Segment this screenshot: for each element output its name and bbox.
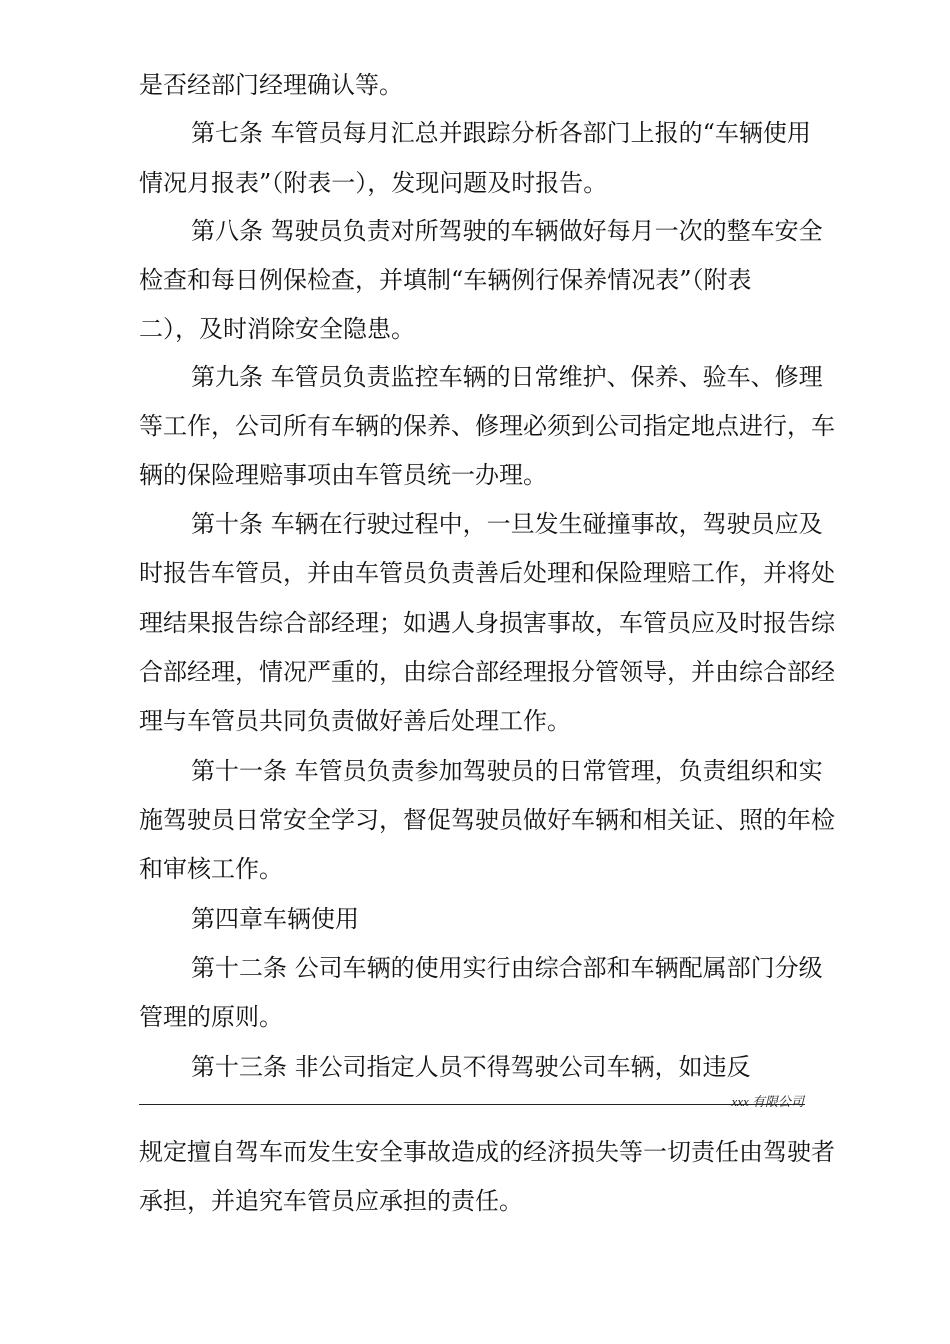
- text-line: 情况月报表”（附表一），发现问题及时报告。: [139, 169, 608, 197]
- text-line: 和审核工作。: [139, 855, 283, 883]
- chapter-4-heading: 第四章车辆使用: [191, 905, 359, 933]
- text-line: 规定擅自驾车而发生安全事故造成的经济损失等一切责任由驾驶者: [139, 1138, 835, 1166]
- article-9-heading-line: 第九条 车管员负责监控车辆的日常维护、保养、验车、修理: [191, 363, 823, 391]
- text-line: 理与车管员共同负责做好善后处理工作。: [139, 707, 571, 735]
- footer-company-name: xxx 有限公司: [731, 1094, 804, 1109]
- text-line: 二），及时消除安全隐患。: [139, 315, 415, 343]
- text-line: 辆的保险理赔事项由车管员统一办理。: [139, 461, 547, 489]
- text-line: 施驾驶员日常安全学习，督促驾驶员做好车辆和相关证、照的年检: [139, 806, 835, 834]
- text-line: 理结果报告综合部经理；如遇人身损害事故，车管员应及时报告综: [139, 609, 835, 637]
- text-line: 时报告车管员，并由车管员负责善后处理和保险理赔工作，并将处: [139, 559, 835, 587]
- text-line: 检查和每日例保检查，并填制“车辆例行保养情况表”（附表: [139, 266, 752, 294]
- footer-divider: [139, 1104, 805, 1105]
- article-11-heading-line: 第十一条 车管员负责参加驾驶员的日常管理，负责组织和实: [191, 757, 823, 785]
- text-line: 管理的原则。: [139, 1003, 283, 1031]
- article-10-heading-line: 第十条 车辆在行驶过程中，一旦发生碰撞事故，驾驶员应及: [191, 510, 823, 538]
- article-7-heading-line: 第七条 车管员每月汇总并跟踪分析各部门上报的“车辆使用: [191, 119, 811, 147]
- article-13-heading-line: 第十三条 非公司指定人员不得驾驶公司车辆，如违反: [191, 1053, 751, 1081]
- text-line: 等工作，公司所有车辆的保养、修理必须到公司指定地点进行，车: [139, 412, 835, 440]
- article-12-heading-line: 第十二条 公司车辆的使用实行由综合部和车辆配属部门分级: [191, 954, 823, 982]
- text-line: 合部经理，情况严重的，由综合部经理报分管领导，并由综合部经: [139, 658, 835, 686]
- article-8-heading-line: 第八条 驾驶员负责对所驾驶的车辆做好每月一次的整车安全: [191, 217, 823, 245]
- text-line: 是否经部门经理确认等。: [139, 71, 403, 99]
- text-line: 承担，并追究车管员应承担的责任。: [139, 1187, 523, 1215]
